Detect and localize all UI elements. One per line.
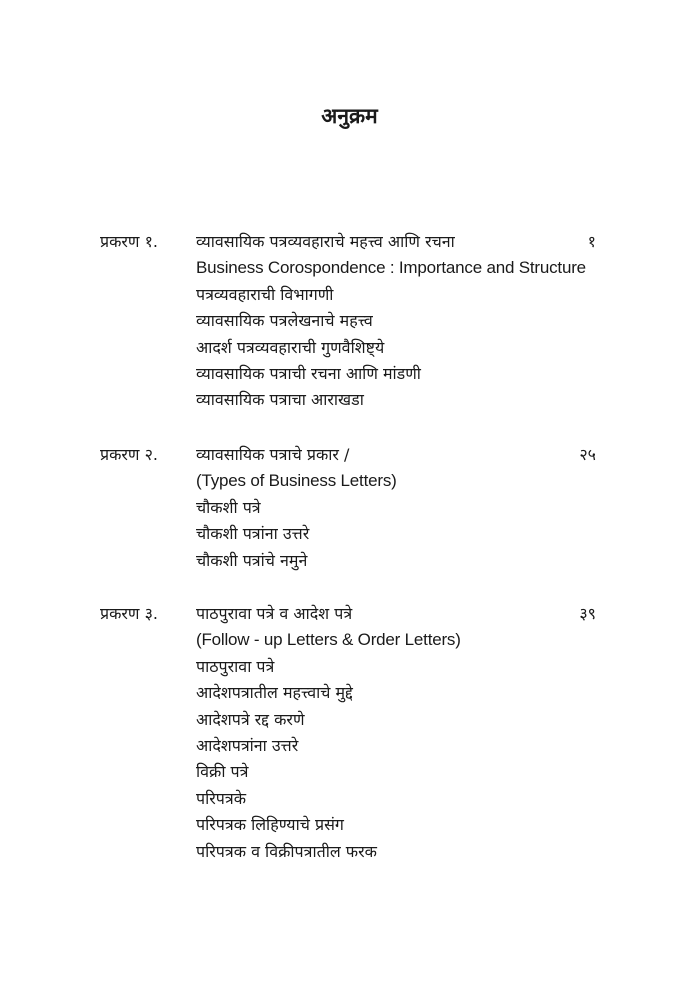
topic-item: (Follow - up Letters & Order Letters) xyxy=(196,630,461,650)
chapter-page-number: २५ xyxy=(579,445,596,464)
topic-item: (Types of Business Letters) xyxy=(196,471,397,491)
topic-item: परिपत्रक लिहिण्याचे प्रसंग xyxy=(196,815,344,835)
chapter-page-number: १ xyxy=(587,232,596,251)
topic-item: परिपत्रक व विक्रीपत्रातील फरक xyxy=(196,841,377,861)
chapter-topics xyxy=(196,442,397,574)
chapter-page-number: ३९ xyxy=(579,604,596,623)
topic-item: आदेशपत्रे रद्द करणे xyxy=(196,709,305,729)
topic-item: व्यावसायिक पत्राची रचना आणि मांडणी xyxy=(196,363,421,383)
topic-item: व्यावसायिक पत्रलेखनाचे महत्त्व xyxy=(196,311,373,331)
topic-item: Business Corospondence : Importance and Structure xyxy=(196,258,586,278)
topic-item: परिपत्रके xyxy=(196,788,246,808)
topic-item: पाठपुरावा पत्रे व आदेश पत्रे xyxy=(196,604,353,623)
topic-item: आदेशपत्रांना उत्तरे xyxy=(196,735,299,755)
chapter-label: प्रकरण ३. xyxy=(100,604,158,623)
topic-item: व्यावसायिक पत्राचे प्रकार / xyxy=(196,445,350,464)
topic-item: चौकशी पत्रांचे नमुने xyxy=(196,550,308,570)
topic-item: पत्रव्यवहाराची विभागणी xyxy=(196,284,334,304)
topic-item: विक्री पत्रे xyxy=(196,762,249,782)
chapter-label: प्रकरण १. xyxy=(100,232,158,251)
topic-item: आदेशपत्रातील महत्त्वाचे मुद्दे xyxy=(196,683,353,703)
chapter-label: प्रकरण २. xyxy=(100,445,158,464)
topic-item: आदर्श पत्रव्यवहाराची गुणवैशिष्ट्ये xyxy=(196,337,385,357)
topic-item: चौकशी पत्रांना उत्तरे xyxy=(196,524,310,544)
topic-item: चौकशी पत्रे xyxy=(196,497,261,517)
topic-item: व्यावसायिक पत्रव्यवहाराचे महत्त्व आणि रचना xyxy=(196,232,455,251)
topic-item: पाठपुरावा पत्रे xyxy=(196,656,275,676)
chapter-topics xyxy=(196,229,586,414)
page-title: अनुक्रम xyxy=(321,104,378,128)
topic-item: व्यावसायिक पत्राचा आराखडा xyxy=(196,390,364,410)
chapter-topics xyxy=(196,601,461,865)
